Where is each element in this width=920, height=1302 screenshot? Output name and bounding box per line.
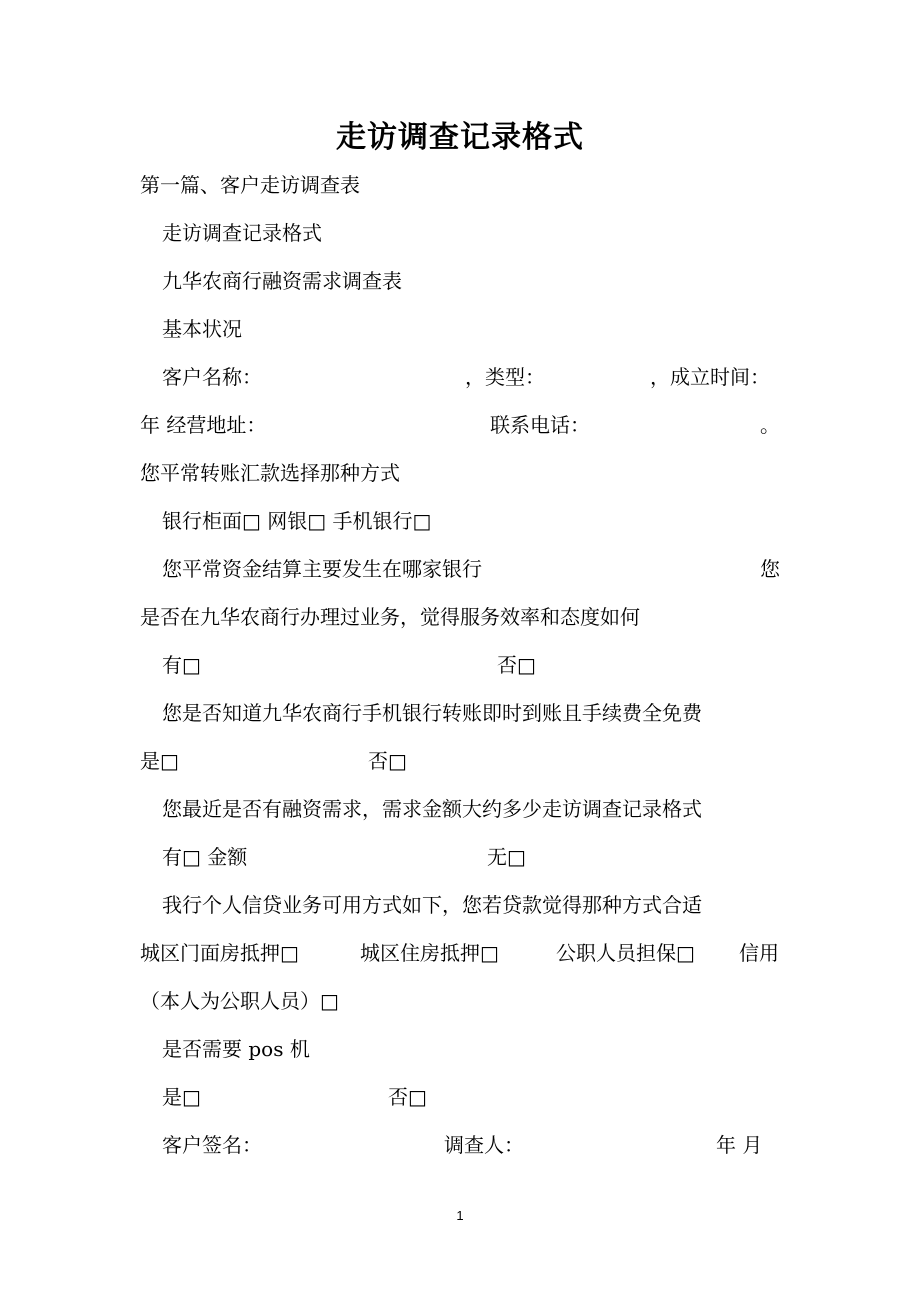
question-transfer: 您平常转账汇款选择那种方式	[140, 461, 400, 485]
section-basic: 基本状况	[162, 317, 242, 341]
page-title: 走访调查记录格式	[336, 120, 584, 155]
question-pos: 是否需要 pos 机	[162, 1037, 310, 1061]
date-label: 年 月	[716, 1133, 763, 1157]
option-yes: 是□	[162, 1085, 201, 1109]
option-civil-servant-guarantee: 公职人员担保□	[556, 941, 695, 965]
option-yes: 是□	[140, 749, 179, 773]
option-credit-note: （本人为公职人员）□	[140, 989, 339, 1013]
established-label: ，成立时间：	[650, 365, 770, 389]
address-label: 年 经营地址：	[140, 413, 267, 437]
phone-label: 联系电话：	[490, 413, 590, 437]
option-yes-amount: 有□ 金额	[162, 845, 248, 869]
subtitle: 走访调查记录格式	[162, 221, 322, 245]
period-mark: 。	[760, 413, 780, 437]
question-loan-method: 我行个人信贷业务可用方式如下，您若贷款觉得那种方式合适	[162, 893, 702, 917]
section-heading: 第一篇、客户走访调查表	[140, 173, 360, 197]
type-label: ，类型：	[465, 365, 545, 389]
option-house-mortgage: 城区住房抵押□	[360, 941, 499, 965]
page-number: 1	[456, 1208, 464, 1223]
option-yes: 有□	[162, 653, 201, 677]
option-no: 否□	[368, 749, 407, 773]
question-mobile-banking: 您是否知道九华农商行手机银行转账即时到账且手续费全免费	[162, 701, 702, 725]
option-no: 否□	[497, 653, 536, 677]
form-title: 九华农商行融资需求调查表	[162, 269, 402, 293]
question-continue: 您	[760, 557, 780, 581]
option-storefront-mortgage: 城区门面房抵押□	[140, 941, 299, 965]
question-service: 是否在九华农商行办理过业务，觉得服务效率和态度如何	[140, 605, 640, 629]
options-transfer: 银行柜面□ 网银□ 手机银行□	[162, 509, 432, 533]
customer-name-label: 客户名称：	[162, 365, 262, 389]
option-no: 否□	[388, 1085, 427, 1109]
question-financing: 您最近是否有融资需求，需求金额大约多少走访调查记录格式	[162, 797, 702, 821]
investigator-label: 调查人：	[444, 1133, 524, 1157]
question-bank: 您平常资金结算主要发生在哪家银行	[162, 557, 482, 581]
option-credit: 信用	[739, 941, 779, 965]
customer-signature-label: 客户签名：	[162, 1133, 262, 1157]
option-none: 无□	[487, 845, 526, 869]
